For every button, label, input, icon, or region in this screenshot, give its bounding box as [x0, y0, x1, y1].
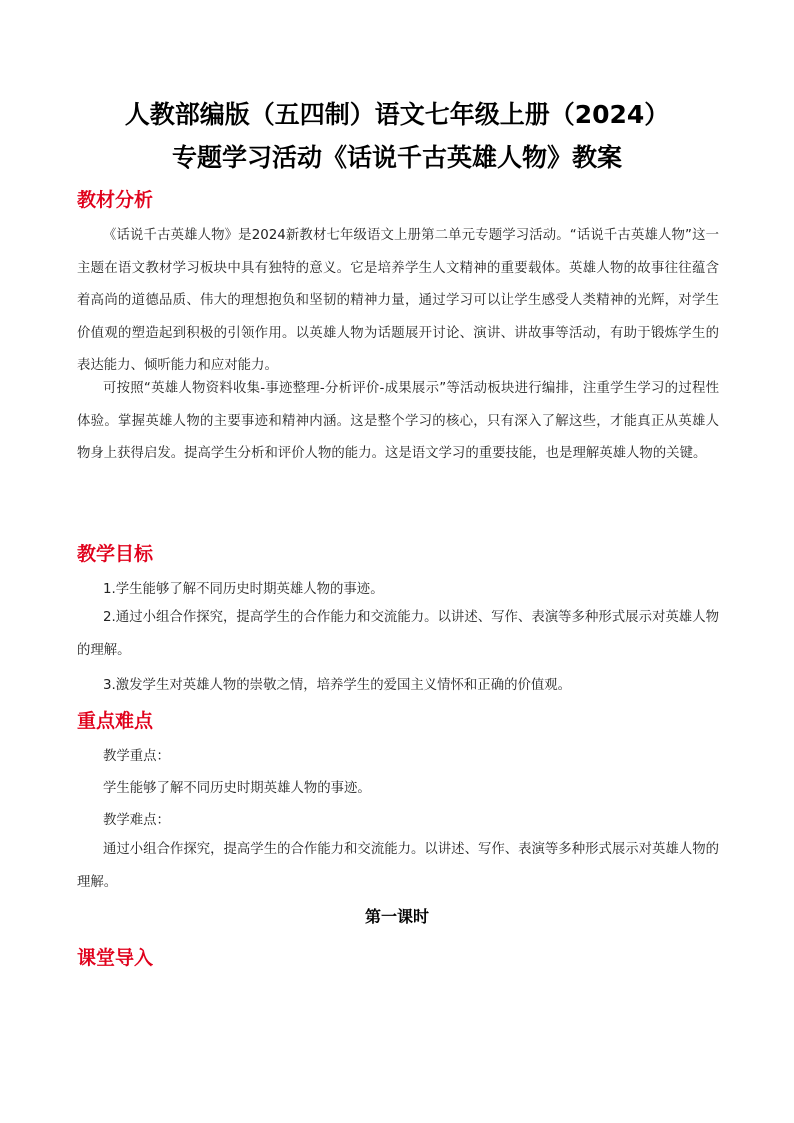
objective-item-3: 3.激发学生对英雄人物的崇敬之情，培养学生的爱国主义情怀和正确的价值观。 — [103, 678, 572, 693]
teaching-difficulty-label: 教学难点： — [103, 813, 170, 828]
objective-item-2: 2.通过小组合作探究，提高学生的合作能力和交流能力。以讲述、写作、表演等多种形式展示对英雄人物的理解。 — [77, 610, 719, 658]
section-heading-key-points: 重点难点 — [77, 710, 154, 732]
objective-item-1: 1.学生能够了解不同历史时期英雄人物的事迹。 — [103, 582, 384, 597]
lesson-subtitle: 第一课时 — [364, 907, 429, 926]
teaching-difficulty-text: 通过小组合作探究，提高学生的合作能力和交流能力。以讲述、写作、表演等多种形式展示对英雄人物的理解。 — [77, 842, 719, 890]
section-heading-class-introduction: 课堂导入 — [77, 947, 154, 969]
teaching-focus-label: 教学重点： — [103, 749, 170, 764]
document-title-line-1: 人教部编版（五四制）语文七年级上册（2024） — [124, 100, 670, 129]
document-title-line-2: 专题学习活动《话说千古英雄人物》教案 — [171, 143, 622, 172]
section-heading-teaching-objectives: 教学目标 — [77, 543, 154, 565]
analysis-paragraph-2: 可按照“英雄人物资料收集-事迹整理-分析评价-成果展示”等活动板块进行编排，注重学生学习的过程性体验。掌握英雄人物的主要事迹和精神内涵。这是整个学习的核心，只有深入了解这些，才能真正从英雄人物身上获得启发。提高学生分析和评价人物的能力。这是语文学习的重要技能，也是理解英雄人物的关键。 — [77, 381, 719, 461]
teaching-focus-text: 学生能够了解不同历史时期英雄人物的事迹。 — [103, 781, 371, 796]
analysis-paragraph-1: 《话说千古英雄人物》是2024新教材七年级语文上册第二单元专题学习活动。“话说千古英雄人物”这一主题在语文教材学习板块中具有独特的意义。它是培养学生人文精神的重要载体。英雄人物的故事往往蕴含着高尚的道德品质、伟大的理想抱负和坚韧的精神力量，通过学习可以让学生感受人类精神的光辉，对学生价值观的塑造起到积极的引领作用。以英雄人物为话题展开讨论、演讲、讲故事等活动，有助于锻炼学生的表达能力、倾听能力和应对能力。 — [77, 228, 719, 373]
section-heading-textbook-analysis: 教材分析 — [77, 189, 154, 211]
